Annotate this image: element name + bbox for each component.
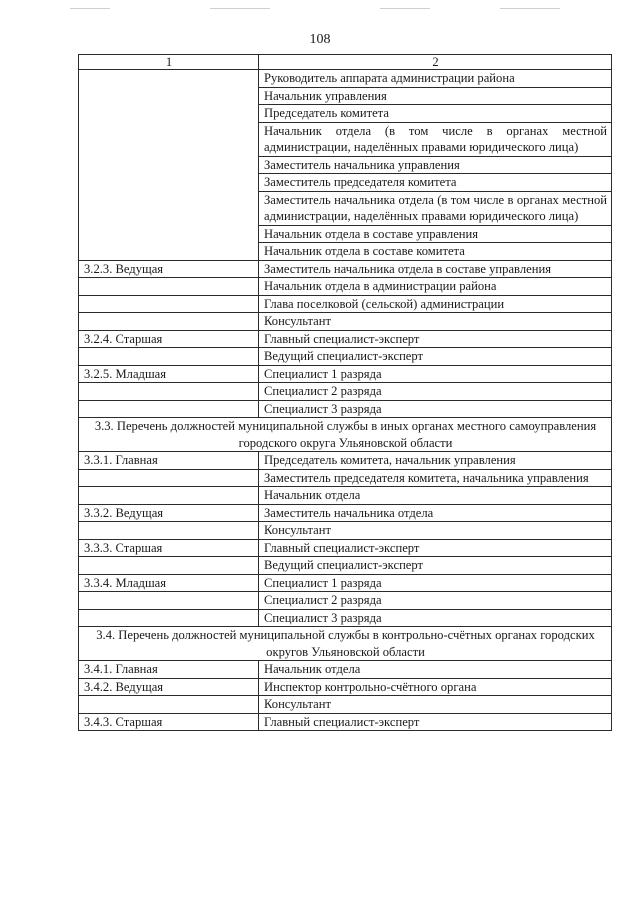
position-cell: Консультант — [259, 696, 612, 714]
grade-cell — [79, 295, 259, 313]
grade-cell — [79, 469, 259, 487]
grade-cell — [79, 696, 259, 714]
table-row — [79, 365, 612, 383]
position-cell: Заместитель начальника отдела (в том числе в органах местной администрации, наделённых правами юридического лица) — [259, 191, 612, 225]
table-row — [79, 696, 612, 714]
position-cell: Начальник управления — [259, 87, 612, 105]
position-cell: Начальник отдела в администрации района — [259, 278, 612, 296]
section-heading: 3.4. Перечень должностей муниципальной службы в контрольно-счётных органах городских округов Ульяновской области — [79, 627, 612, 661]
grade-cell: 3.2.5. Младшая — [79, 365, 259, 383]
position-cell: Главный специалист-эксперт — [259, 330, 612, 348]
table-row — [79, 661, 612, 679]
position-cell: Председатель комитета, начальник управления — [259, 452, 612, 470]
positions-table — [78, 54, 612, 731]
table-row — [79, 557, 612, 575]
position-cell: Начальник отдела (в том числе в органах местной администрации, наделённых правами юридического лица) — [259, 122, 612, 156]
table-row — [79, 713, 612, 731]
position-cell: Консультант — [259, 522, 612, 540]
position-cell: Руководитель аппарата администрации района — [259, 70, 612, 88]
table-row — [79, 70, 612, 88]
table-row — [79, 487, 612, 505]
position-cell: Начальник отдела — [259, 487, 612, 505]
grade-cell — [79, 487, 259, 505]
table-row — [79, 609, 612, 627]
table-row — [79, 313, 612, 331]
grade-cell: 3.2.4. Старшая — [79, 330, 259, 348]
grade-cell: 3.3.3. Старшая — [79, 539, 259, 557]
table-row — [79, 539, 612, 557]
table-row — [79, 452, 612, 470]
table-row — [79, 295, 612, 313]
grade-cell — [79, 592, 259, 610]
table-row — [79, 260, 612, 278]
position-cell: Заместитель председателя комитета — [259, 174, 612, 192]
position-cell: Специалист 3 разряда — [259, 609, 612, 627]
grade-cell — [79, 70, 259, 261]
table-row — [79, 574, 612, 592]
grade-cell — [79, 557, 259, 575]
grade-cell: 3.4.3. Старшая — [79, 713, 259, 731]
position-cell: Заместитель начальника отдела — [259, 504, 612, 522]
position-cell: Ведущий специалист-эксперт — [259, 557, 612, 575]
table-row — [79, 522, 612, 540]
position-cell: Специалист 1 разряда — [259, 574, 612, 592]
grade-cell: 3.3.1. Главная — [79, 452, 259, 470]
position-cell: Заместитель начальника отдела в составе управления — [259, 260, 612, 278]
grade-cell — [79, 400, 259, 418]
grade-cell: 3.2.3. Ведущая — [79, 260, 259, 278]
position-cell: Начальник отдела в составе управления — [259, 225, 612, 243]
table-header-row — [79, 55, 612, 70]
table-row — [79, 278, 612, 296]
position-cell: Председатель комитета — [259, 105, 612, 123]
grade-cell: 3.3.4. Младшая — [79, 574, 259, 592]
position-cell: Специалист 1 разряда — [259, 365, 612, 383]
grade-cell — [79, 522, 259, 540]
table-row — [79, 469, 612, 487]
grade-cell: 3.3.2. Ведущая — [79, 504, 259, 522]
column-header-2: 2 — [259, 55, 612, 70]
position-cell: Главный специалист-эксперт — [259, 713, 612, 731]
section-heading: 3.3. Перечень должностей муниципальной службы в иных органах местного самоуправления городского округа Ульяновской области — [79, 418, 612, 452]
column-header-1: 1 — [79, 55, 259, 70]
table-row — [79, 330, 612, 348]
position-cell: Ведущий специалист-эксперт — [259, 348, 612, 366]
table-row — [79, 678, 612, 696]
section-heading-row — [79, 418, 612, 452]
table-row — [79, 592, 612, 610]
position-cell: Специалист 2 разряда — [259, 592, 612, 610]
position-cell: Глава поселковой (сельской) администрации — [259, 295, 612, 313]
grade-cell — [79, 278, 259, 296]
position-cell: Начальник отдела — [259, 661, 612, 679]
table-row — [79, 504, 612, 522]
table-row — [79, 400, 612, 418]
grade-cell — [79, 609, 259, 627]
position-cell: Заместитель начальника управления — [259, 156, 612, 174]
section-heading-row — [79, 627, 612, 661]
grade-cell — [79, 348, 259, 366]
grade-cell — [79, 383, 259, 401]
position-cell: Консультант — [259, 313, 612, 331]
position-cell: Начальник отдела в составе комитета — [259, 243, 612, 261]
position-cell: Главный специалист-эксперт — [259, 539, 612, 557]
table-row — [79, 383, 612, 401]
position-cell: Инспектор контрольно-счётного органа — [259, 678, 612, 696]
grade-cell: 3.4.2. Ведущая — [79, 678, 259, 696]
position-cell: Заместитель председателя комитета, начальника управления — [259, 469, 612, 487]
table-row — [79, 348, 612, 366]
position-cell: Специалист 3 разряда — [259, 400, 612, 418]
position-cell: Специалист 2 разряда — [259, 383, 612, 401]
grade-cell: 3.4.1. Главная — [79, 661, 259, 679]
grade-cell — [79, 313, 259, 331]
page-number: 108 — [309, 32, 331, 47]
